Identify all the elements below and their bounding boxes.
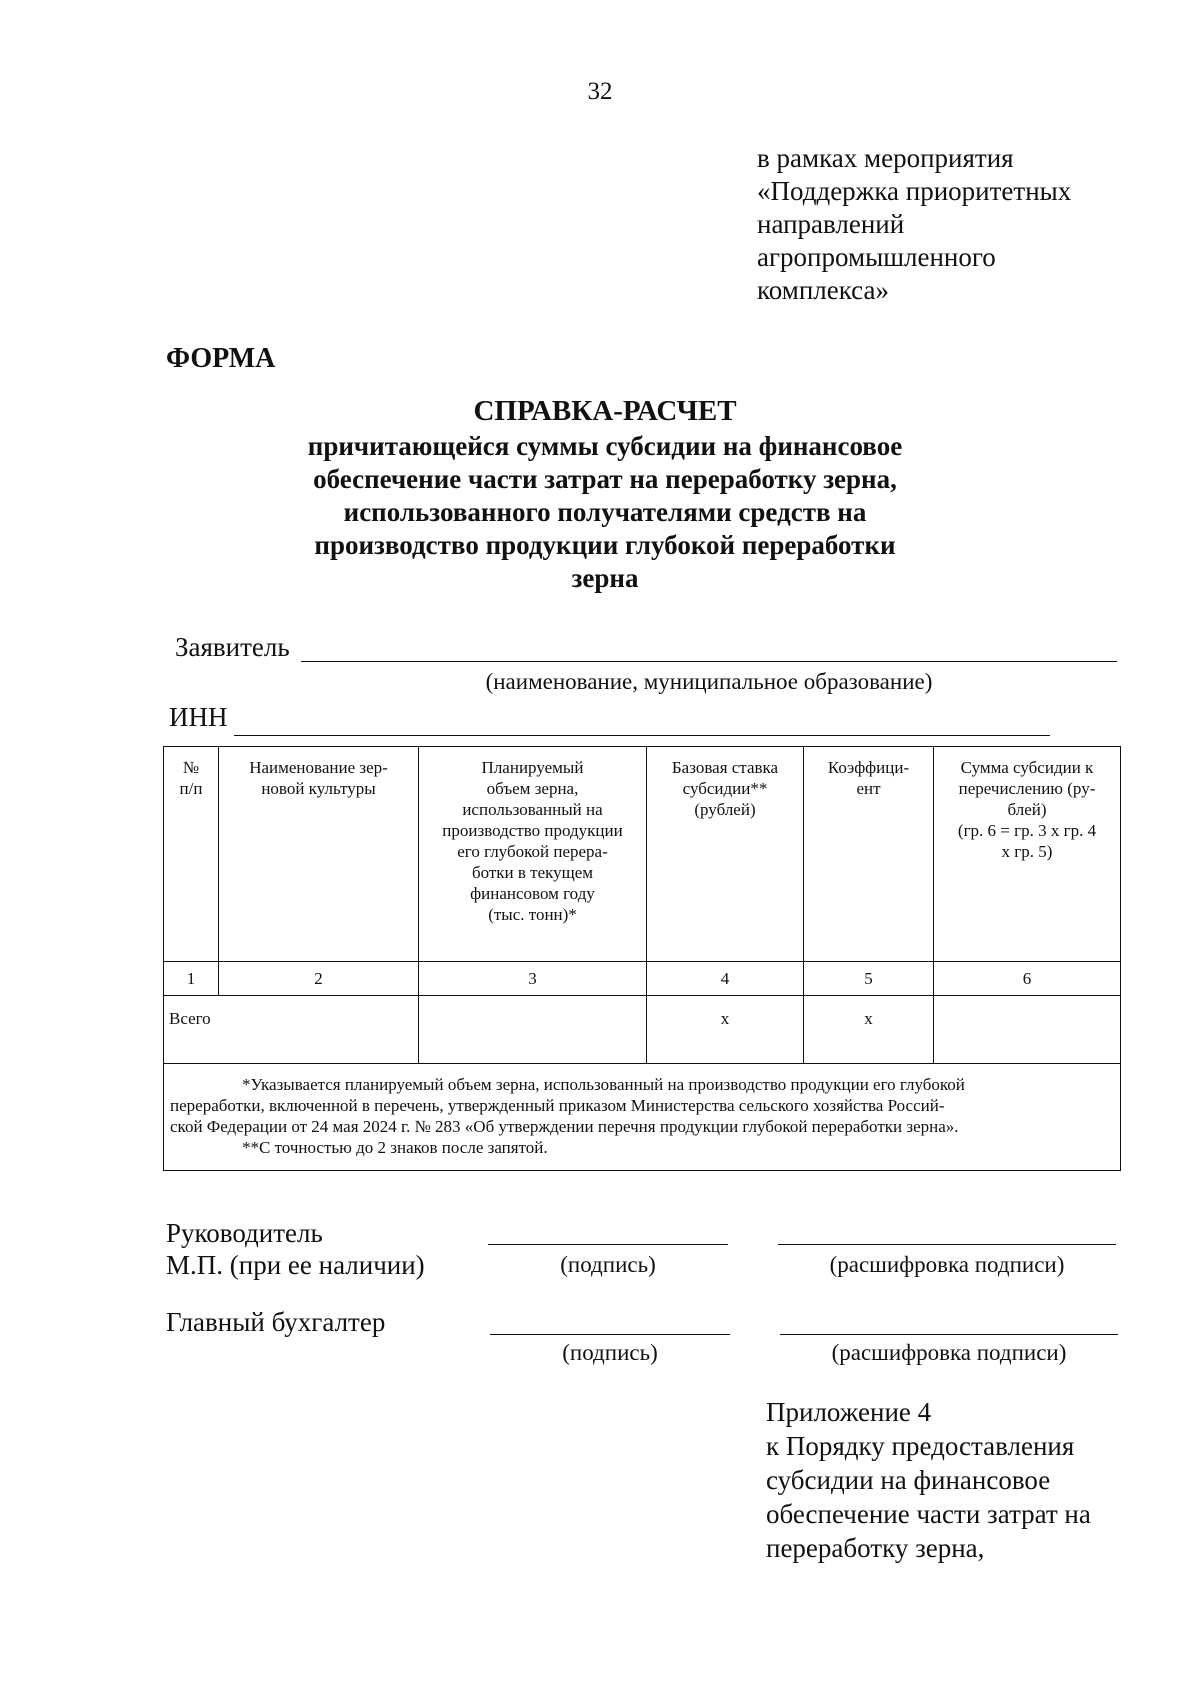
header-line: в рамках мероприятия [757,143,1014,173]
column-number: 2 [219,962,419,996]
header-line: агропромышленного [757,242,996,272]
footnotes-cell [164,1064,1121,1171]
stamp-label: М.П. (при ее наличии) [166,1250,425,1280]
column-number: 5 [804,962,934,996]
notes-row [164,1064,1121,1171]
chief-accountant-label: Главный бухгалтер [166,1307,386,1337]
appendix-line: Приложение 4 [766,1397,932,1427]
accountant-decoding-line[interactable] [780,1334,1118,1335]
form-label: ФОРМА [166,343,276,374]
decoding-caption: (расшифровка подписи) [831,1340,1067,1365]
total-subsidy-cell[interactable] [934,996,1121,1064]
footnote-line: переработки, включенной в перечень, утвержденный приказом Министерства сельского хозяйства Россий- [170,1096,945,1115]
column-number: 3 [419,962,647,996]
header-context-block [757,142,1177,307]
header-line: «Поддержка приоритетных [757,176,1072,206]
table-header-row [164,747,1121,962]
inn-label: ИНН [169,702,228,732]
header-line: комплекса» [757,275,889,305]
header-cell-base-rate: Базовая ставка субсидии** (рублей) [647,747,804,962]
footnote-line: ской Федерации от 24 мая 2024 г. № 283 «Об утверждении перечня продукции глубокой переработки зерна». [170,1117,959,1136]
header-line: направлений [757,209,905,239]
total-base-rate-cell: х [647,996,804,1064]
header-cell-crop-name: Наименование зер- новой культуры [219,747,419,962]
header-cell-coefficient: Коэффици- ент [804,747,934,962]
total-coefficient-cell: х [804,996,934,1064]
total-label: Всего [164,996,419,1064]
head-signature-line[interactable] [488,1244,728,1245]
page-number: 32 [587,78,613,105]
title-line: обеспечение части затрат на переработку зерна, [313,464,897,494]
title-line: причитающейся суммы субсидии на финансовое [307,431,903,461]
title-main: СПРАВКА-РАСЧЕТ [473,395,737,427]
column-number: 1 [164,962,219,996]
appendix-line: субсидии на финансовое [766,1465,1051,1495]
applicant-hint: (наименование, муниципальное образование) [485,669,933,694]
header-cell-subsidy-amount: Сумма субсидии к перечислению (ру- блей) (гр. 6 = гр. 3 х гр. 4 х гр. 5) [934,747,1121,962]
applicant-label: Заявитель [175,632,290,662]
total-row [164,996,1121,1064]
appendix-block [766,1395,1186,1565]
column-number-row [164,962,1121,996]
inn-field[interactable] [234,735,1050,736]
footnote-line: **С точностью до 2 знаков после запятой. [242,1138,548,1157]
footnote-line: *Указывается планируемый объем зерна, использованный на производство продукции его глубокой [242,1075,965,1094]
appendix-line: переработку зерна, [766,1533,985,1563]
header-cell-planned-volume: Планируемый объем зерна, использованный на производство продукции его глубокой перера- ботки в текущем финансовом году (тыс. тонн)* [419,747,647,962]
column-number: 6 [934,962,1121,996]
appendix-line: к Порядку предоставления [766,1431,1075,1461]
signature-caption: (подпись) [560,1252,656,1277]
title-line: использованного получателями средств на [343,497,867,527]
document-title [220,393,990,595]
title-line: зерна [571,563,639,593]
decoding-caption: (расшифровка подписи) [829,1252,1065,1277]
header-cell-number: № п/п [164,747,219,962]
title-line: производство продукции глубокой переработки [314,530,896,560]
head-decoding-line[interactable] [778,1244,1116,1245]
total-volume-cell[interactable] [419,996,647,1064]
signature-caption: (подпись) [562,1340,658,1365]
subsidy-calculation-table [163,746,1121,1171]
accountant-signature-line[interactable] [490,1334,730,1335]
column-number: 4 [647,962,804,996]
applicant-field[interactable] [301,661,1117,662]
head-label: Руководитель [166,1218,323,1248]
appendix-line: обеспечение части затрат на [766,1499,1091,1529]
